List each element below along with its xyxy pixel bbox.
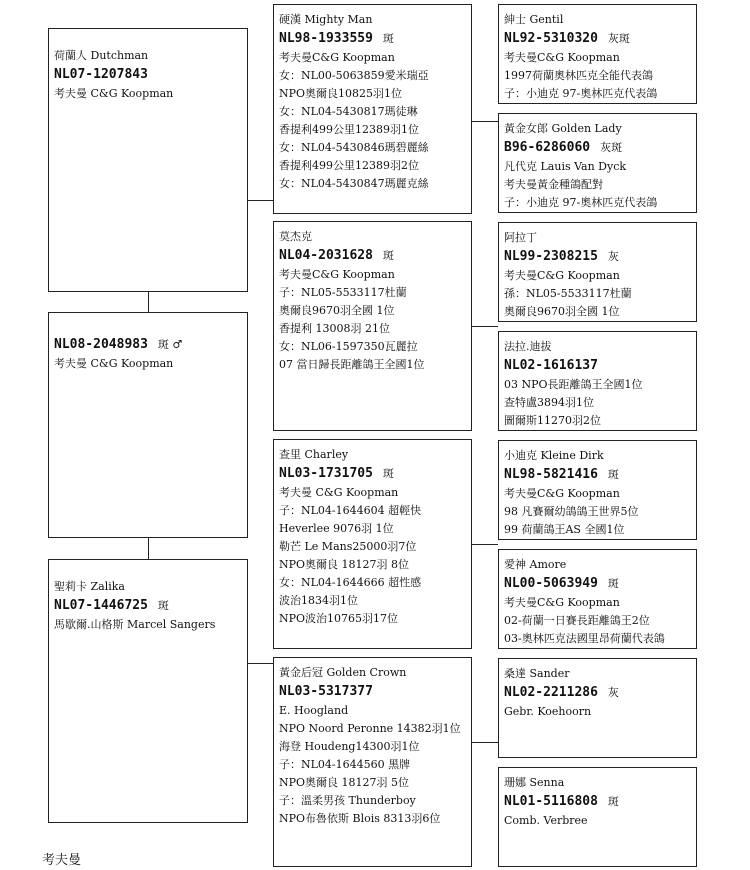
- detail-line: 女：NL04-5430817瑪徒琳: [279, 105, 418, 118]
- bird-name: 黃金后冠 Golden Crown: [279, 666, 407, 679]
- detail-line: 香提利499公里12389羽1位: [279, 123, 419, 136]
- bird-name: 小迪克 Kleine Dirk: [504, 449, 604, 462]
- detail-line: 女：NL04-5430846瑪碧麗絲: [279, 141, 429, 154]
- color-tag: 斑: [382, 32, 394, 45]
- detail-line: NPO波治10765羽17位: [279, 612, 399, 625]
- detail-line: 子：小迪克 97-奧林匹克代表鴿: [504, 87, 658, 100]
- color-tag: 斑: [607, 577, 619, 590]
- ring-number: NL02-1616137: [504, 358, 598, 373]
- color-tag: 灰: [607, 250, 619, 263]
- breeder: 考夫曼 C&G Koopman: [54, 357, 174, 370]
- pedigree-card-gen3-4: [498, 331, 697, 431]
- connector-line: [472, 326, 498, 327]
- ring-number: NL03-5317377: [279, 684, 373, 699]
- color-tag: 灰斑: [600, 141, 623, 154]
- connector-line: [148, 538, 149, 559]
- ring-number: NL98-5821416 斑: [504, 467, 619, 482]
- pedigree-card-dam: [48, 559, 248, 823]
- connector-line: [472, 544, 498, 545]
- detail-line: Gebr. Koehoorn: [504, 705, 592, 718]
- pedigree-card-gen3-8: [498, 767, 697, 867]
- detail-line: NPO Noord Peronne 14382羽1位: [279, 722, 461, 735]
- ring-number: NL01-5116808 斑: [504, 794, 619, 809]
- bird-name: 聖莉卡 Zalika: [54, 580, 125, 593]
- detail-line: 奧爾良9670羽全國 1位: [279, 304, 395, 317]
- bird-name: 珊娜 Senna: [504, 776, 565, 789]
- ring-number: NL04-2031628 斑: [279, 248, 394, 263]
- detail-line: 考夫曼C&G Koopman: [504, 269, 620, 282]
- detail-line: 考夫曼 C&G Koopman: [279, 486, 399, 499]
- detail-line: 考夫曼C&G Koopman: [279, 51, 395, 64]
- detail-line: 女：NL06-1597350瓦麗拉: [279, 340, 418, 353]
- pedigree-card-sire-sire: [273, 4, 472, 214]
- ring-number: NL92-5310320 灰斑: [504, 31, 630, 46]
- detail-line: 香提利 13008羽 21位: [279, 322, 390, 335]
- color-tag: 斑: [157, 599, 169, 612]
- ring-number: NL07-1446725 斑: [54, 598, 169, 613]
- pedigree-card-gen3-5: [498, 440, 697, 540]
- bird-name: 阿拉丁: [504, 231, 537, 244]
- pedigree-card-gen3-3: [498, 222, 697, 322]
- breeder: 馬歇爾.山格斯 Marcel Sangers: [54, 618, 216, 631]
- detail-line: 考夫曼C&G Koopman: [504, 596, 620, 609]
- detail-line: 子：NL04-1644560 黑牌: [279, 758, 411, 771]
- detail-line: Comb. Verbree: [504, 814, 588, 827]
- detail-line: 07 當日歸長距離鴿王全國1位: [279, 358, 425, 371]
- detail-line: 98 凡賽爾幼鴿鴿王世界5位: [504, 505, 639, 518]
- detail-line: 波治1834羽1位: [279, 594, 358, 607]
- bird-name: 硬漢 Mighty Man: [279, 13, 373, 26]
- detail-line: 女：NL04-5430847瑪麗克絲: [279, 177, 429, 190]
- detail-line: 子：NL04-1644604 超輕快: [279, 504, 422, 517]
- detail-line: 女：NL00-5063859愛米瑞亞: [279, 69, 429, 82]
- bird-name: 愛神 Amore: [504, 558, 567, 571]
- detail-line: 考夫曼黃金種鴿配對: [504, 178, 603, 191]
- color-tag: 灰斑: [607, 32, 630, 45]
- color-tag: 灰: [607, 686, 619, 699]
- connector-line: [472, 121, 498, 122]
- ring-number: B96-6286060 灰斑: [504, 140, 623, 155]
- ring-number: NL03-1731705 斑: [279, 466, 394, 481]
- pedigree-card-sire-dam: [273, 221, 472, 431]
- connector-line: [472, 742, 498, 743]
- detail-line: 奧爾良9670羽全國 1位: [504, 305, 620, 318]
- detail-line: 香提利499公里12389羽2位: [279, 159, 419, 172]
- detail-line: 凡代克 Lauis Van Dyck: [504, 160, 627, 173]
- detail-line: 女：NL04-1644666 超性感: [279, 576, 422, 589]
- detail-line: 孫：NL05-5533117杜蘭: [504, 287, 632, 300]
- detail-line: 99 荷蘭鴿王AS 全國1位: [504, 523, 625, 536]
- color-tag: 斑: [607, 468, 619, 481]
- detail-line: 考夫曼C&G Koopman: [504, 51, 620, 64]
- bird-name: 黃金女郎 Golden Lady: [504, 122, 622, 135]
- detail-line: 03 NPO長距離鴿王全國1位: [504, 378, 643, 391]
- detail-line: 考夫曼C&G Koopman: [504, 487, 620, 500]
- detail-line: 勒芒 Le Mans25000羽7位: [279, 540, 417, 553]
- detail-line: 02-荷蘭一日賽長距離鴿王2位: [504, 614, 650, 627]
- detail-line: NPO奧爾良 18127羽 8位: [279, 558, 410, 571]
- connector-line: [248, 200, 273, 201]
- bird-name: 法拉.迪拔: [504, 340, 552, 353]
- pedigree-card-gen3-1: [498, 4, 697, 104]
- ring-number: NL07-1207843: [54, 67, 148, 82]
- detail-line: 子：溫柔男孩 Thunderboy: [279, 794, 416, 807]
- color-tag: 斑: [382, 249, 394, 262]
- ring-number: NL08-2048983 斑 ♂: [54, 337, 183, 352]
- pedigree-card-sire: [48, 28, 248, 292]
- color-sex-tag: 斑 ♂: [157, 338, 183, 351]
- bird-name: 桑達 Sander: [504, 667, 570, 680]
- pedigree-card-gen3-2: [498, 113, 697, 213]
- detail-line: NPO奧爾良10825羽1位: [279, 87, 403, 100]
- bird-name: 莫杰克: [279, 230, 312, 243]
- pedigree-card-dam-dam: [273, 657, 472, 867]
- pedigree-card-gen3-7: [498, 658, 697, 758]
- connector-line: [248, 663, 273, 664]
- bird-name: 荷蘭人 Dutchman: [54, 49, 149, 62]
- detail-line: Heverlee 9076羽 1位: [279, 522, 394, 535]
- detail-line: 海登 Houdeng14300羽1位: [279, 740, 420, 753]
- ring-number: NL98-1933559 斑: [279, 31, 394, 46]
- bird-name: 查里 Charley: [279, 448, 349, 461]
- ring-number: NL02-2211286 灰: [504, 685, 619, 700]
- pedigree-card-subject: [48, 312, 248, 538]
- breeder: 考夫曼 C&G Koopman: [54, 87, 174, 100]
- detail-line: 查特盧3894羽1位: [504, 396, 594, 409]
- detail-line: 03-奧林匹克法國里昂荷蘭代表鴿: [504, 632, 665, 645]
- detail-line: NPO奧爾良 18127羽 5位: [279, 776, 410, 789]
- detail-line: NPO布魯依斯 Blois 8313羽6位: [279, 812, 441, 825]
- detail-line: 1997荷蘭奧林匹克全能代表鴿: [504, 69, 653, 82]
- color-tag: 斑: [382, 467, 394, 480]
- bird-name: 紳士 Gentil: [504, 13, 564, 26]
- detail-line: 子：小迪克 97-奧林匹克代表鴿: [504, 196, 658, 209]
- detail-line: 圖爾斯11270羽2位: [504, 414, 601, 427]
- color-tag: 斑: [607, 795, 619, 808]
- ring-number: NL99-2308215 灰: [504, 249, 619, 264]
- detail-line: 考夫曼C&G Koopman: [279, 268, 395, 281]
- footer-caption: 考夫曼: [42, 853, 82, 868]
- pedigree-card-dam-sire: [273, 439, 472, 649]
- detail-line: E. Hoogland: [279, 704, 349, 717]
- detail-line: 子：NL05-5533117杜蘭: [279, 286, 407, 299]
- connector-line: [148, 292, 149, 312]
- ring-number: NL00-5063949 斑: [504, 576, 619, 591]
- pedigree-card-gen3-6: [498, 549, 697, 649]
